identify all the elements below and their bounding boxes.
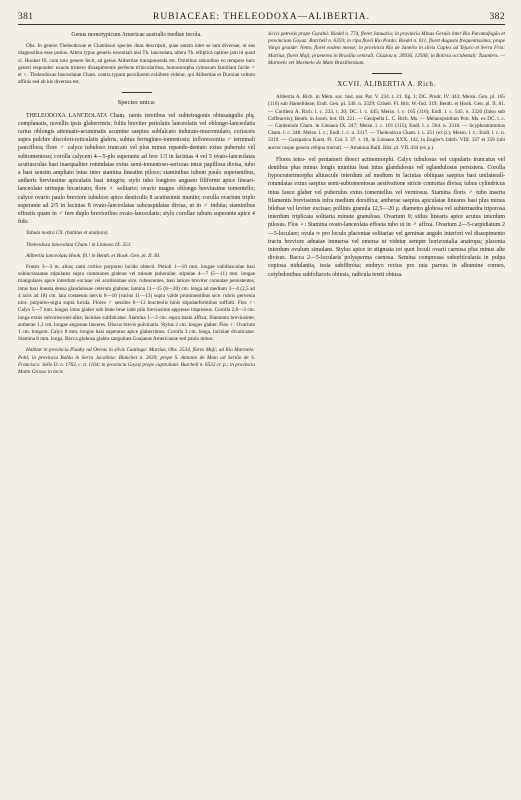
page-number-right: 382 — [489, 12, 505, 22]
right-column — [268, 31, 505, 380]
genus-synonymy: Alibertia A. Rich. in Mém. soc. hist. nat. Par. V. 234. t. 21. fig. 1; DC. Prodr. IV. 443; Meisn. Gen. pl. 165 (116) sub Hamelideae; Endl. Gen. pl. 546. n. 3329; Griseb. Fl. Brit. W.-Ind. 319; Benth. et Hook. Gen. pl. II. 81. — Cordiera A. Rich. l. c. 233. t. 20; DC. l. c. 445; Meisn. l. c. 165 (116); Endl. l. c. 545. n. 3320 (falso sub Coffeaceis); Benth. in Journ. bot. III. 221. — Genipella L. C. Rich. Ms. — Melanopsidium Poit. Ms. ex DC. l. c. — Gardeniola Cham. in Linnaea IX. 247; Meisn. l. c. 161 (115); Endl. l. c. 564. n. 3318. — Scyphostrammus Cham. l. c. 248; Meisn. l. c.; Endl. l. c. n. 3317. — Theleodoxa Cham. l. c. 251 (ex p.); Meisn. l. c.; Endl. l. c. n. 3319. — Garapatica Karst. Fl. Col. I. 37. t. 18, in Linnaea XXX. 142, in Engler's Jahrb. VIII. 337 et 358 (ubi auctor usque genera reliqua tractat). — Amaioua Baill. Hist. pl. VII. 434 (ex p.). — [268, 94, 505, 151]
synonym-2: Alibertia lanceolata Hook. fil.! in Benth. et Hook. Gen. pl. II. 83. — [26, 252, 161, 259]
genus-description: Flores tetra- vel pentameri dioeci actinomorphi. Calyx tubulosus vel cupularis truncatus vel dentibus plus minus longis munitus basi intus glandulosus vel eglandulosus persistens. Corolla hypocraterimorpha altiuscule interdum ad medium in lacinias obliquas saepius basi unilateralí-rotundatas extus saepius semi-subtomentosas aestivatione stricte contortas divisa; tubus cylindricus intus fauce glaber vel puberulus extus tomentellus vel verniosus. Stamina floris ♂ tubo inserta filamentis brevissimis infra medium dorsifixa; antherae saepius apiculatae lineares basi plus minus bilobae vel leviter excisae; pollinis granula 12,5—20 μ. diametro globosa vel subtetraedra triporosa interdum triplicata solitaria minute granulosa. Ovarium 0; stilus linearis apice acutus interdum pilosus. Flos ♀: Stamina ovato-lanceolata effoeta tubo ut in ♂ affixa. Ovarium 2—5-carpidiatum 2—5-loculare; ovula ∞ pro loculo placentae solitariae vel geminae anguło interiori vel dissepimento tractu breviore adnatae immersa vel emersa ut videtur semper horizontalia anatropa; placenta interdum ovulum simulans. Stylus apice in stigmata tot quot loculi ovarii carnosa plus minus alte divisus. Bacca 2—5-locularis polysperma carnosa. Semina compressa suborbicularia in pulpa copiosa nidulantia, testa subfibrosa; embryo rectus pro rata parvus in albumine corneo, cotyledonibus subfoliaceis obtusis, radicula tereti obtusa. — [268, 156, 505, 278]
frutex-description: Frutex 3—3 m. altus; rami cortice purpureo lucido obtecti. Petioli 1—10 mm. longae validiusculae basi subincrassatae stipulares supra communes glabrae vel minute puberulae; stipulae 4—7 (5—11) mm. longae triangulares apice interdum excisae vel acutissimae sice. rubescentes, basi latiore breviter connatae persistentes, intus basi lineata densa glandulosae ceterum glabrae; lamina 11—15 (8—20) cm. longa ad medium 3—4 (2,5 ad 4 raris ad 18) cm. lata costaeum nervis 8—10 (varius 11—13) supra valde prominentibus sice. rubris pervenia nice. purpureo-nigra supra lucida. Flores ♂ sessiles 8—12 bracteolis binis stipulaeformibus suffulti. Flos ♂: Calyx 5—7 mm. longus intus glaber sub lente brue inde pilo breviusime appresso impressus. Corolla 2,8—3 cm. longa extus subvirescenti-alba; laciniae subfalcatae. Stamina 1—3 cm. supra basin affixa; filamenta breviusime; antherae 1,3 cm. longae angustae lineares. Discus brevis pulvinaris. Stylus 2 cm. longus glaber. Flos ♀: Ovarium 1 cm. longum. Calyx 8 mm. longus basi superatus apice glaberrimus. Corolla 3 cm. longa, laciniae divaricatae. Stamina 8 mm. longa. Bacca globosa glabra sanguinea Guajaeae Americanae sed paulo minor. — [18, 264, 255, 343]
species-heading: Species unica: — [117, 99, 156, 107]
observation-paragraph: Obs. In genere Theleodoxae et Chamissoi species duas descripsit, quae autem inter se tam diversae, ut eas diagnosibus esse potius. Altera typus generis essentiali nisi Th. lanceolata, altera Th. elliptica optime jam id quod cl. Hooker fil. cum toto genere fecit, ad genus Alibertiae transponenda est. Omnibus rationibus eo tempore huic generi respondet: exacte trimero dissepimentis perfecte trilocularibus, homomorpha cymosum familiam facile ♂ et ♀. Theleodoxae lanceolatae Cham. contra typum peculiarem exhibere videtur, qui Alibertiae et Duroiae cultum affinis sed ab his diversus est. — [18, 43, 255, 86]
two-column-body — [18, 31, 505, 380]
genus-note: Genus monotypicum Americae australis mediae incola. — [71, 32, 202, 38]
habitat-continued: siccis petrosis prope Cuyabá: Riedel n. 774, floret Januario; in provincia Minas Geraës inter Rio Paramafogão et provinciam Goyaz: Burchell n. 6359; in ripa fluvii Rio Pardo: Riedel n. 611, floret Augusto frequentissima; prope Vargo grande: Netto, floret eodem mense; in provincia Rio de Janeiro in silvis Caples ad Tejuco et Serra Fria: Martius, floret Maji; praeterea in Brasilia centrali: Glaziou n. 20936, 12936; in Bolivia occidentali: Tuamlers. — Marmelo vel Marmelo do Mato Brasiliensium. — [268, 31, 505, 66]
header-rule — [18, 24, 505, 25]
tabula-reference: Tabula nostra CX. (habitus et analysis). — [26, 230, 109, 237]
genus-heading: XCVII. ALIBERTIA A. Rich. — [337, 80, 436, 89]
section-divider — [122, 92, 152, 93]
habitat-paragraph: Habitat in provincia Piauhy ad Oeiras in silvis Caatinga: Martius, Obs. 2534, flores Maji; ad Rio Marmelo: Pohl; in provincia Bahia in Serra Jacobina: Blanchet n. 2639; prope S. Antonio de Mato ad Sertão de S. Francisco: Sello D. n. 1763, c. n. 1164; in provincia Goyaz prope capitolium: Burchell n. 6532 cr. p.; in provincia Matto Grosso in locis — [18, 347, 255, 375]
species-description: THELEODOXA LANCEOLATA Cham. ramis teretibus vel subtetragonis obtusangulis plq. complanatis, novellis ipsis glaberrimis; foliis breviter petiolatis lanceolatis vel oblongo-lanceolatis rarius oblongis attenuato-acuminatis acumine saepius subfalcato indurato-mucronulato, coriaceis supra pulchre discolori-reticulatis glabris, subtus ferrugineo-tomentosis; inflorescentia ♂ terminali pauciflora; flore ♂ calyce tubuloso truncato vel plus minus repando-dentato extus puberulo vel subtomentoso; corolla calycem 4—5-plo superante ad fere 1/3 in lacinias 4 vel 5 ovato-lanceolatas acutiusculas basi inaequaliter rotundatas extus semi-tomentoso-sericeas intus papillosa divisa, tubo a basi sensim ampliato intus inter stamina lineatim piloso; staminibus tubum paulo superantibus, antheris breviusime apiculatis basi integris; stylo tubo longiore angusto filiformi apice lineari-lanceolato utrinque bicarinato; flore ♀ solitario; ovario magno oblongo breviusime tomentello; calyce ovario paulo breviore tubuloso apice denticulis 8 acutissimis munito; corolla ovarium triplo superante ad 2/5 in lacinias 8 ovato-lanceolatas subcuspidatas divisa, ut in ♂ indutа; staminibus effoetis quam in ♂ fere duplo brevioribus ovato-lanceolatis; stylo corollae tubum superante apice 4 fido. — [18, 112, 255, 226]
running-header — [18, 12, 505, 22]
synonym-1: Theleodoxa lanceolata Cham.! in Linnaea IX. 251. — [26, 241, 132, 248]
section-divider-right — [372, 73, 402, 74]
page-number-left: 381 — [18, 12, 34, 22]
left-column — [18, 31, 255, 380]
running-title: RUBIACEAE: THELEODOXA—ALIBERTIA. — [152, 12, 370, 22]
